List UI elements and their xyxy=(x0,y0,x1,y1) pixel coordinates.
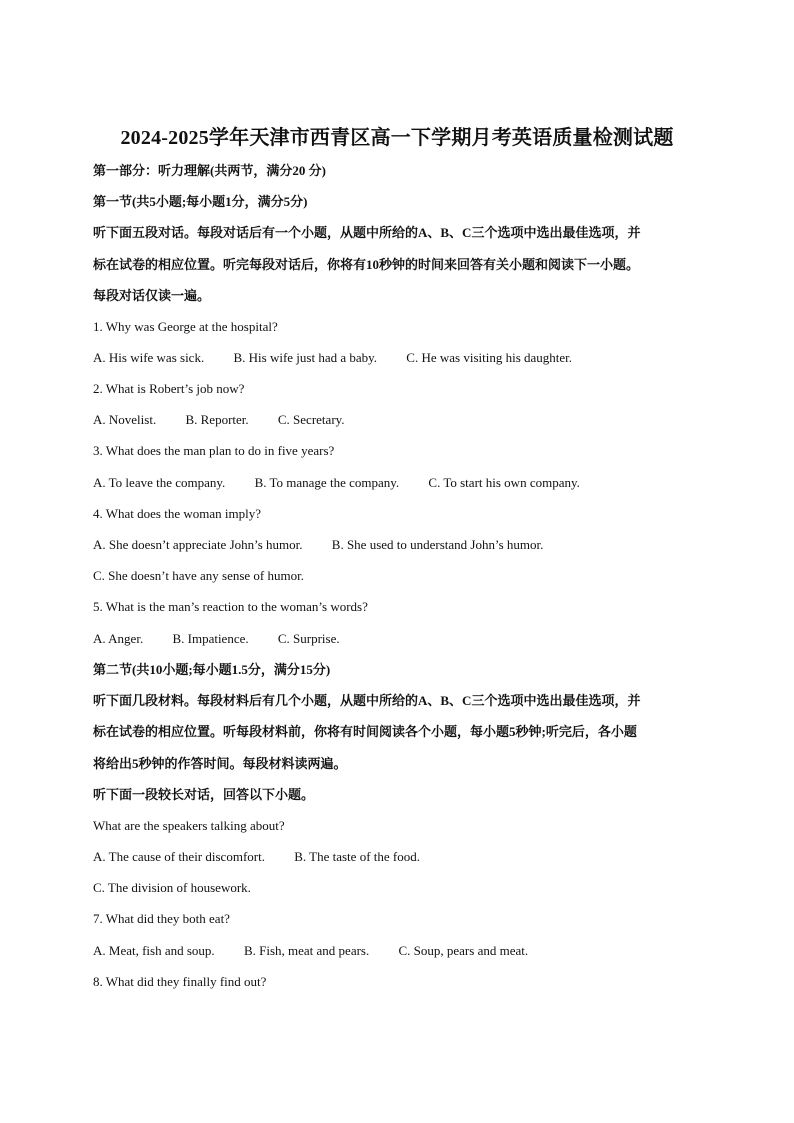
question-6-options xyxy=(93,848,703,866)
section1-heading: 第一节(共5小题;每小题1分，满分5分) xyxy=(93,194,308,209)
option-a: A. To leave the company. xyxy=(93,475,226,490)
option-c: C. He was visiting his daughter. xyxy=(406,350,573,365)
question-5-options xyxy=(93,630,703,648)
question-6-stem: What are the speakers talking about? xyxy=(93,818,285,833)
option-c: C. She doesn’t have any sense of humor. xyxy=(93,568,304,583)
section2-instruction-line: 标在试卷的相应位置。听每段材料前，你将有时间阅读各个小题，每小题5秒钟;听完后，各小题 xyxy=(93,724,637,739)
section2-instruction-line: 听下面几段材料。每段材料后有几个小题，从题中所给的A、B、C三个选项中选出最佳选项，并 xyxy=(93,693,641,708)
section1-instruction-line: 标在试卷的相应位置。听完每段对话后，你将有10秒钟的时间来回答有关小题和阅读下一小题。 xyxy=(93,257,640,272)
option-b: B. To manage the company. xyxy=(254,475,400,490)
question-7-options xyxy=(93,942,703,960)
dialogue-intro: 听下面一段较长对话，回答以下小题。 xyxy=(93,787,315,802)
option-a: A. Novelist. xyxy=(93,412,157,427)
question-2-stem: 2. What is Robert’s job now? xyxy=(93,381,245,396)
exam-title: 2024-2025学年天津市西青区高一下学期月考英语质量检测试题 xyxy=(120,127,674,149)
option-b: B. Fish, meat and pears. xyxy=(243,943,370,958)
option-c: C. The division of housework. xyxy=(93,880,251,895)
option-c: C. To start his own company. xyxy=(428,475,580,490)
question-3-options xyxy=(93,474,703,492)
option-a: A. Anger. xyxy=(93,631,144,646)
option-c: C. Secretary. xyxy=(277,412,345,427)
question-4-options xyxy=(93,536,703,554)
question-4-stem: 4. What does the woman imply? xyxy=(93,506,262,521)
option-b: B. His wife just had a baby. xyxy=(233,350,378,365)
option-a: A. She doesn’t appreciate John’s humor. xyxy=(93,537,303,552)
question-1-stem: 1. Why was George at the hospital? xyxy=(93,319,278,334)
question-5-stem: 5. What is the man’s reaction to the woman’s words? xyxy=(93,599,368,614)
section2-instruction-line: 将给出5秒钟的作答时间。每段材料读两遍。 xyxy=(93,756,347,771)
section2-heading: 第二节(共10小题;每小题1.5分，满分15分) xyxy=(93,662,331,677)
part1-heading: 第一部分：听力理解(共两节，满分20 分) xyxy=(93,163,326,178)
option-a: A. His wife was sick. xyxy=(93,350,205,365)
option-a: A. Meat, fish and soup. xyxy=(93,943,215,958)
option-b: B. The taste of the food. xyxy=(294,849,420,864)
question-8-stem: 8. What did they finally find out? xyxy=(93,974,267,989)
question-2-options xyxy=(93,411,703,429)
option-b: B. She used to understand John’s humor. xyxy=(331,537,544,552)
question-1-options xyxy=(93,349,703,367)
option-b: B. Reporter. xyxy=(185,412,249,427)
option-a: A. The cause of their discomfort. xyxy=(93,849,265,864)
section1-instruction-line: 听下面五段对话。每段对话后有一个小题，从题中所给的A、B、C三个选项中选出最佳选项，并 xyxy=(93,225,641,240)
question-7-stem: 7. What did they both eat? xyxy=(93,911,230,926)
option-b: B. Impatience. xyxy=(172,631,249,646)
question-3-stem: 3. What does the man plan to do in five years? xyxy=(93,443,335,458)
option-c: C. Surprise. xyxy=(277,631,340,646)
option-c: C. Soup, pears and meat. xyxy=(398,943,529,958)
section1-instruction-line: 每段对话仅读一遍。 xyxy=(93,288,211,303)
